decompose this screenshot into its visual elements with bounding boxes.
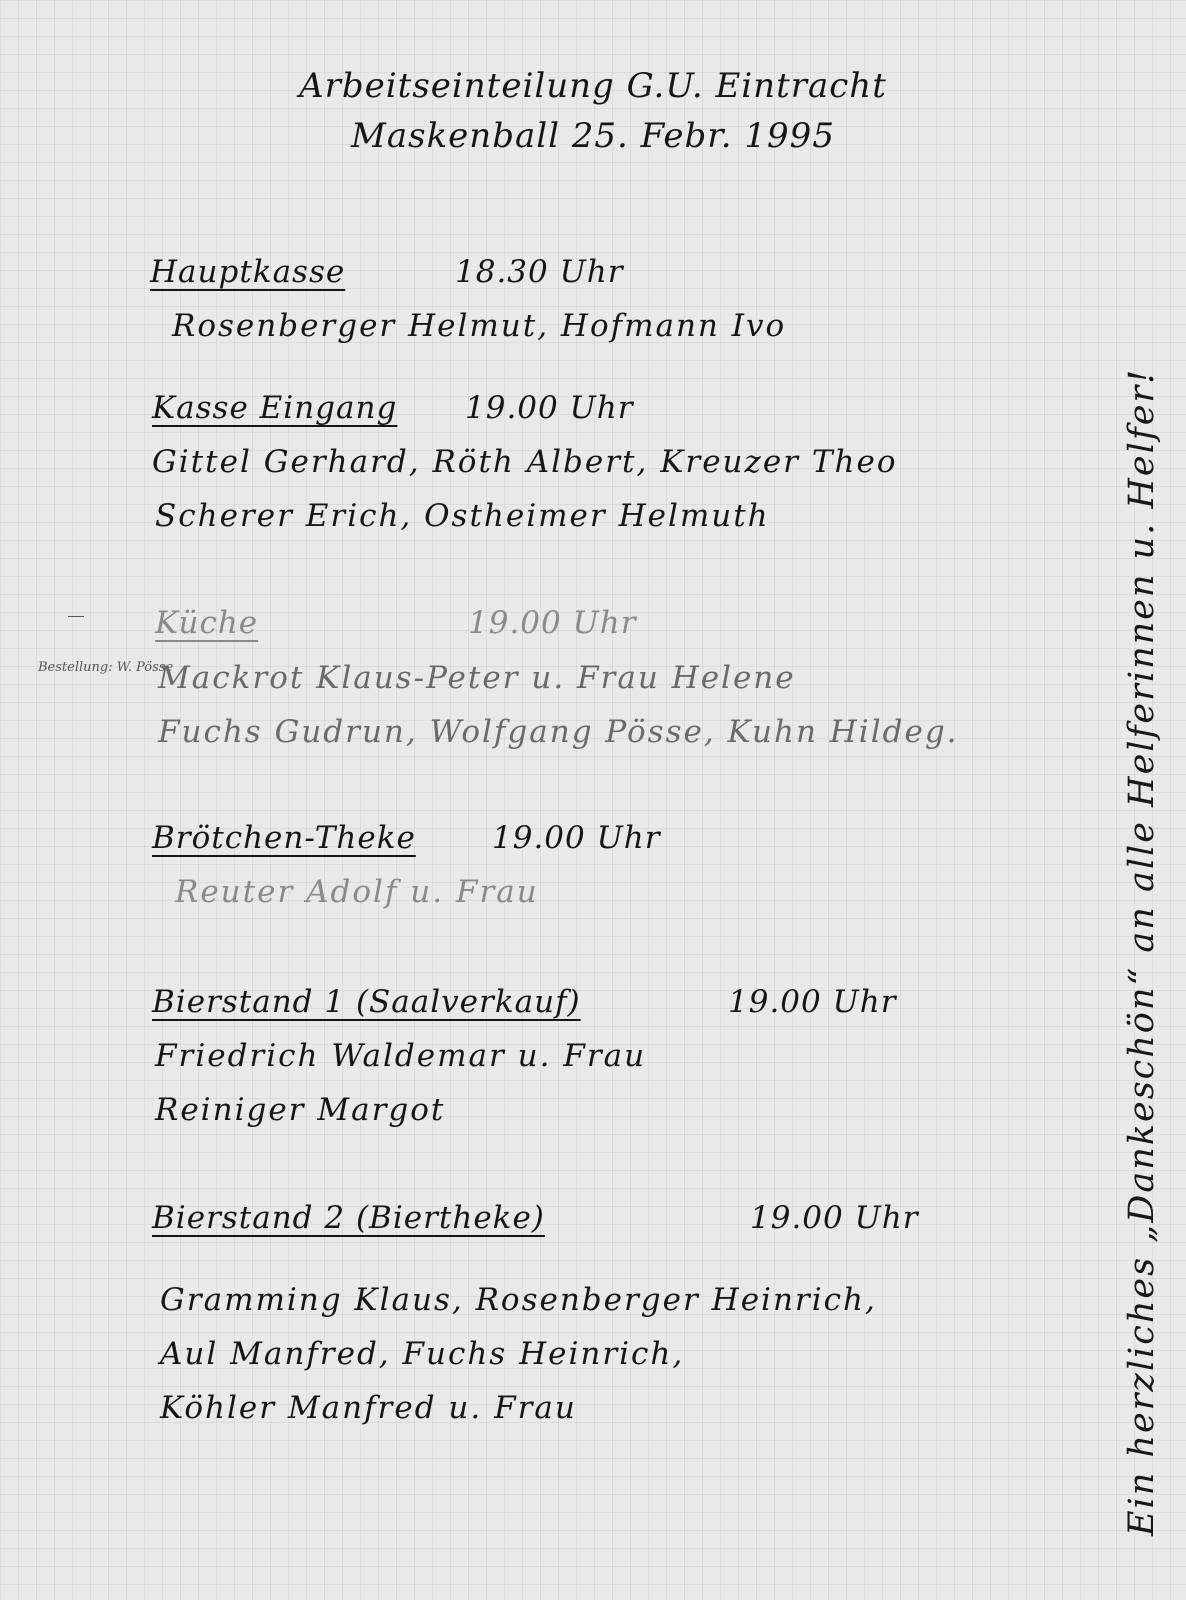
page-title-line1: Arbeitseinteilung G.U. Eintracht	[299, 66, 887, 106]
section-time-broetchen-theke: 19.00 Uhr	[492, 820, 661, 856]
order-note: Bestellung: W. Pösse	[38, 660, 174, 675]
section-title-broetchen-theke: Brötchen-Theke	[152, 820, 416, 856]
names-bierstand-1-line1: Friedrich Waldemar u. Frau	[155, 1038, 647, 1074]
names-kasse-eingang-line1: Gittel Gerhard, Röth Albert, Kreuzer Theo	[152, 444, 898, 480]
names-bierstand-2-line2: Aul Manfred, Fuchs Heinrich,	[160, 1336, 685, 1372]
section-title-kueche: Küche	[155, 605, 259, 641]
section-time-bierstand-2: 19.00 Uhr	[750, 1200, 919, 1236]
section-time-bierstand-1: 19.00 Uhr	[728, 984, 897, 1020]
section-title-bierstand-1: Bierstand 1 (Saalverkauf)	[152, 984, 581, 1020]
section-title-hauptkasse: Hauptkasse	[150, 254, 346, 290]
section-title-bierstand-2: Bierstand 2 (Biertheke)	[152, 1200, 545, 1236]
names-hauptkasse-line1: Rosenberger Helmut, Hofmann Ivo	[172, 308, 787, 344]
page-title-line2: Maskenball 25. Febr. 1995	[351, 116, 835, 156]
names-kasse-eingang-line2: Scherer Erich, Ostheimer Helmuth	[155, 498, 770, 534]
names-kueche-line2: Fuchs Gudrun, Wolfgang Pösse, Kuhn Hildeg.	[158, 714, 959, 750]
names-bierstand-2-line1: Gramming Klaus, Rosenberger Heinrich,	[160, 1282, 877, 1318]
names-kueche-line1: Mackrot Klaus-Peter u. Frau Helene	[158, 660, 796, 696]
names-bierstand-2-line3: Köhler Manfred u. Frau	[160, 1390, 577, 1426]
section-time-hauptkasse: 18.30 Uhr	[455, 254, 624, 290]
margin-dash	[68, 616, 84, 617]
section-title-kasse-eingang: Kasse Eingang	[152, 390, 398, 426]
section-time-kueche: 19.00 Uhr	[468, 605, 637, 641]
section-time-kasse-eingang: 19.00 Uhr	[465, 390, 634, 426]
thank-you-note: Ein herzliches „Dankeschön“ an alle Helferinnen u. Helfer!	[1122, 367, 1162, 1536]
names-broetchen-theke-line1: Reuter Adolf u. Frau	[175, 874, 539, 910]
names-bierstand-1-line2: Reiniger Margot	[155, 1092, 446, 1128]
